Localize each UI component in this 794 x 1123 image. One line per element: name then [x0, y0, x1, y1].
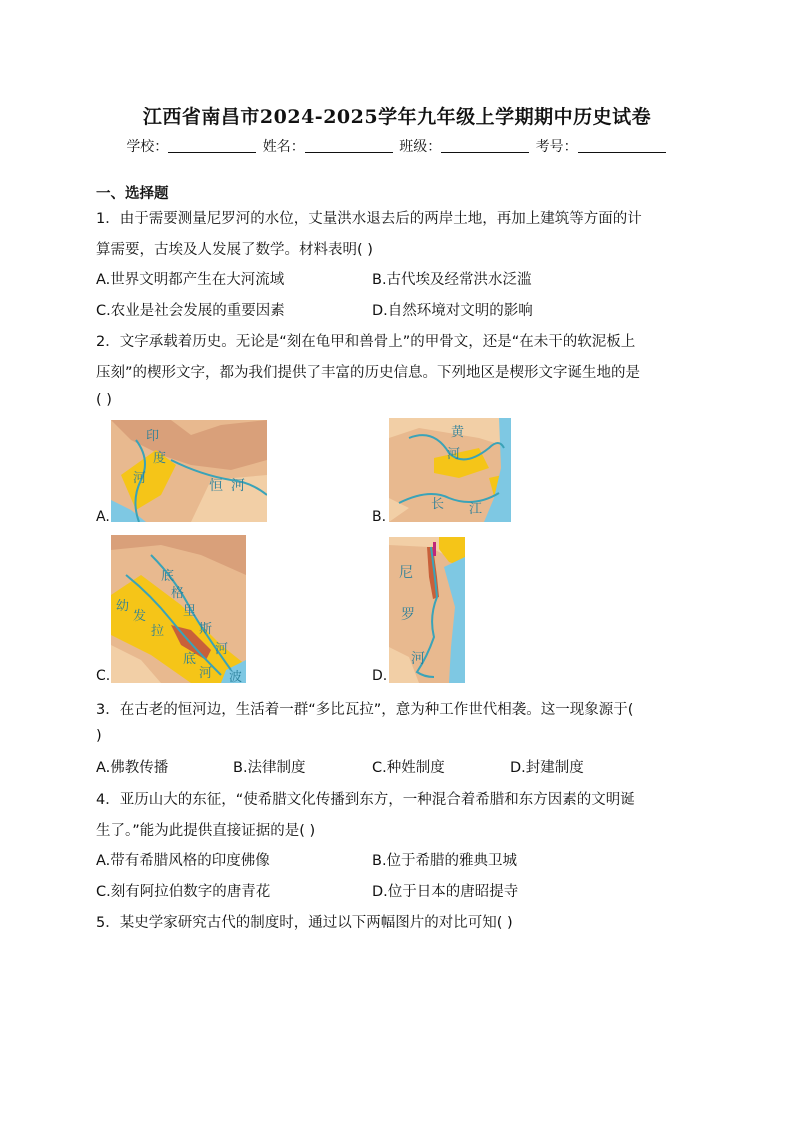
map-a-text-1: 印 [146, 429, 160, 444]
q4-text-line2: 生了。”能为此提供直接证据的是( ) [96, 823, 316, 839]
q4-option-b[interactable]: B.位于希腊的雅典卫城 [372, 853, 518, 869]
map-d-text-3: 河 [411, 651, 425, 667]
name-blank[interactable] [305, 138, 393, 153]
q3-text-line1: 3．在古老的恒河边，生活着一群“多比瓦拉”，意为种工作世代相袭。这一现象源于( [96, 702, 634, 718]
map-c-text-1: 底 [161, 569, 175, 584]
map-b-label[interactable]: B. [372, 509, 387, 525]
map-c-text-7: 发 [133, 609, 147, 624]
map-b-yellow-yangtze[interactable] [389, 418, 511, 522]
q1-option-d[interactable]: D.自然环境对文明的影响 [372, 303, 533, 319]
map-a-text-5: 河 [231, 478, 245, 494]
map-b-text-3: 长 [431, 497, 445, 512]
q4-option-d[interactable]: D.位于日本的唐昭提寺 [372, 884, 519, 900]
q3-option-d[interactable]: D.封建制度 [510, 760, 584, 776]
map-a-indus-ganges[interactable] [111, 420, 267, 522]
map-c-text-8: 拉 [151, 624, 165, 639]
q4-option-c[interactable]: C.刻有阿拉伯数字的唐青花 [96, 884, 271, 900]
map-d-text-1: 尼 [399, 565, 413, 581]
q4-option-a[interactable]: A.带有希腊风格的印度佛像 [96, 853, 270, 869]
q3-option-a[interactable]: A.佛教传播 [96, 760, 169, 776]
map-c-text-4: 斯 [199, 622, 213, 637]
q4-text-line1: 4．亚历山大的东征，“使希腊文化传播到东方，一种混合着希腊和东方因素的文明诞 [96, 792, 635, 808]
q1-option-b[interactable]: B.古代埃及经常洪水泛滥 [372, 272, 532, 288]
map-c-text-10: 河 [199, 666, 213, 681]
school-blank[interactable] [168, 138, 256, 153]
section-heading: 一、选择题 [96, 186, 169, 202]
map-a-text-2: 度 [153, 451, 167, 466]
student-info-row [0, 136, 794, 156]
map-b-text-2: 河 [447, 447, 461, 462]
map-c-label[interactable]: C. [96, 668, 111, 684]
map-d-text-2: 罗 [401, 607, 415, 623]
map-a-label[interactable]: A. [96, 509, 110, 525]
class-blank[interactable] [441, 138, 529, 153]
number-label: 考号： [535, 139, 578, 155]
exam-title: 江西省南昌市2024-2025学年九年级上学期期中历史试卷 [142, 106, 652, 128]
map-c-text-11: 波 [229, 670, 243, 683]
map-c-mesopotamia[interactable] [111, 535, 246, 683]
map-c-text-2: 格 [171, 586, 185, 601]
school-label: 学校： [126, 139, 169, 155]
map-b-text-1: 黄 [451, 425, 465, 440]
q1-option-a[interactable]: A.世界文明都产生在大河流域 [96, 272, 285, 288]
q2-text-line2: 压刻”的楔形文字，都为我们提供了丰富的历史信息。下列地区是楔形文字诞生地的是 [96, 365, 641, 381]
name-label: 姓名： [262, 139, 305, 155]
map-a-text-3: 河 [133, 471, 147, 486]
q5-text-line1: 5．某史学家研究古代的制度时，通过以下两幅图片的对比可知( ) [96, 915, 513, 931]
q1-text-line2: 算需要，古埃及人发展了数学。材料表明( ) [96, 242, 373, 258]
q3-text-line2: ) [96, 728, 102, 744]
map-c-text-3: 里 [183, 604, 197, 619]
q2-text-line1: 2．文字承载着历史。无论是“刻在龟甲和兽骨上”的甲骨文，还是“在未干的软泥板上 [96, 334, 636, 350]
map-c-text-5: 河 [215, 642, 229, 657]
map-d-nile[interactable] [389, 537, 465, 683]
map-a-text-4: 恒 [209, 478, 223, 494]
q3-option-b[interactable]: B.法律制度 [233, 760, 306, 776]
q1-option-c[interactable]: C.农业是社会发展的重要因素 [96, 303, 285, 319]
q1-text-line1: 1．由于需要测量尼罗河的水位，丈量洪水退去后的两岸土地，再加上建筑等方面的计 [96, 211, 642, 227]
q3-option-c[interactable]: C.种姓制度 [372, 760, 445, 776]
q2-text-line3: ( ) [96, 392, 112, 408]
class-label: 班级： [399, 139, 442, 155]
map-d-label[interactable]: D. [372, 668, 388, 684]
map-c-text-9: 底 [183, 652, 197, 667]
number-blank[interactable] [578, 138, 666, 153]
map-b-text-4: 江 [469, 502, 483, 517]
map-c-text-6: 幼 [116, 599, 130, 614]
